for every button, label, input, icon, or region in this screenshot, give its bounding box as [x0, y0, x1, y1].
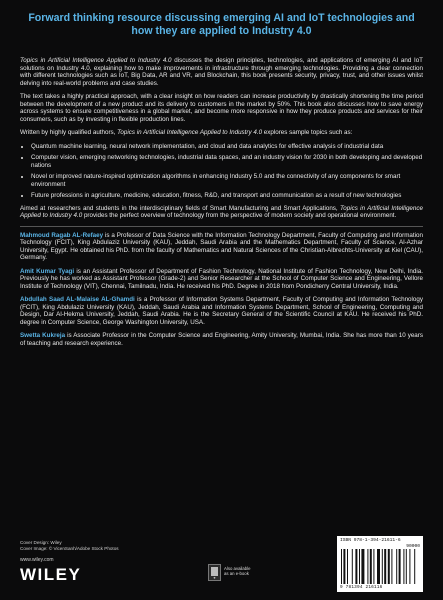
isbn-number: ISBN 978-1-394-21611-6: [340, 538, 401, 543]
cover-design-credit: Cover Design: Wiley: [20, 540, 62, 545]
list-item: • Computer vision, emerging networking technologies, industrial data spaces, and an industry vision for 2030 in both developing and developed nations: [31, 154, 423, 169]
audience-paragraph: Aimed at researchers and students in the interdisciplinary fields of Smart Manufacturing and Smart Applications, Topics in Artificial Intelligence Applied to Industry 4.0 provides the perfect overview of technology from the perspective of modern society and operational environment.: [20, 204, 423, 219]
price-code: 90000: [406, 544, 420, 549]
isbn-barcode: [337, 536, 423, 592]
publisher-website[interactable]: www.wiley.com: [20, 557, 54, 563]
author-name: Swetta Kukreja: [20, 332, 66, 339]
book-title: Topics in Artificial Intelligence Applied to Industry 4.0: [117, 129, 263, 136]
author-bio: Abdullah Saad AL-Malaise AL-Ghamdi is a Professor of Information Systems Department, Faculty of Computing and Information Technology (FCIT), King Abdulaziz University (KAU), Jeddah, Saudi Arabia and Information Systems Department, School of Engineering, Computing and Design, Dar Al-Hekma University, Jeddah, Saudi Arabia. He is the Secretary General of the Scientific Council at KAU. He received his PhD. degree in Computer Science, George Washington University, USA.: [20, 296, 424, 326]
divider: [20, 226, 423, 227]
headline: Forward thinking resource discussing emerging AI and IoT technologies and how they are applied to Industry 4.0: [28, 12, 415, 37]
intro-paragraph: Topics in Artificial Intelligence Applied to Industry 4.0 discusses the design principles, technologies, and applications of emerging AI and IoT solutions on Industry 4.0, explaining how to make improvements in infrastructure through emerging technologies. Providing a clear connection with different technologies such as IoT, Big Data, AR and VR, and Blockchain, this book presents security, privacy, trust, and other issues whilst delving into real-world problems and case studies.: [20, 57, 424, 87]
list-item: • Quantum machine learning, neural network implementation, and cloud and data analytics for effective analysis of industrial data: [31, 143, 423, 151]
book-title: Topics in Artificial Intelligence Applied to Industry 4.0: [20, 204, 423, 219]
body-text: [20, 57, 423, 353]
author-bio: Mahmoud Ragab AL-Refaey is a Professor of Data Science with the Information Technology Department, Faculty of Computing and Information Technology (FCIT), King Abdulaziz University (KAU), Jeddah, Saudi Arabia and the Mathematics Department, Faculty of Science, Al-Azhar University, Egypt. He obtained his PhD. from the faculty of Mathematics and Natural Sciences of the Christian-Albrechts-University at Kiel (CAU), Germany.: [20, 231, 423, 261]
barcode-bars: [341, 549, 419, 584]
ebook-note: Also available as an e-book: [224, 566, 251, 577]
publisher-logo: WILEY: [20, 565, 82, 584]
topics-intro-paragraph: Written by highly qualified authors, Topics in Artificial Intelligence Applied to Industry 4.0 explores sample topics such as:: [20, 129, 353, 136]
author-name: Mahmoud Ragab AL-Refaey: [20, 231, 104, 239]
book-title: Topics in Artificial Intelligence Applied to Industry 4.0: [20, 57, 172, 64]
author-name: Abdullah Saad AL-Malaise AL-Ghamdi: [20, 296, 135, 303]
list-item: • Future professions in agriculture, medicine, education, fitness, R&D, and transport and communication as a result of new technologies: [31, 192, 423, 200]
cover-credits: [20, 540, 119, 552]
barcode-digits: 9 781394 216116: [340, 585, 383, 590]
cover-image-credit: Cover Image: © VicenSanh/Adobe Stock Photos: [20, 546, 119, 551]
practical-paragraph: The text takes a highly practical approach, with a clear insight on how readers can increase productivity by drastically shortening the time period between the development of a new product and its delivery to customers in the market by 50%. This book also discusses how to save energy across systems to ensure competitiveness in a global market, and become more responsive in how they produce products and services for their consumers, such as by investing in flexible production lines.: [20, 93, 423, 123]
author-bio: Swetta Kukreja is Associate Professor in the Computer Science and Engineering, Amity University, Mumbai, India. She has more than 10 years of teaching and research experience.: [20, 332, 423, 347]
ebook-icon: [208, 564, 221, 581]
list-item: • Novel or improved nature-inspired optimization algorithms in enhancing Industry 5.0 and the connectivity of any components for smart environment: [31, 173, 423, 188]
author-name: Amit Kumar Tyagi: [20, 267, 75, 275]
topics-list: [20, 143, 423, 200]
author-bio: Amit Kumar Tyagi is an Assistant Professor of Department of Fashion Technology, National Institute of Fashion Technology, New Delhi, India. Previously he has worked as Assistant Professor (Grade-2) and Senior Researcher at the School of Computer Science and Engineering, Vellore Institute of Technology (VIT), Chennai, Tamilnadu, India. He received his PhD. Degree in 2018 from Pondicherry Central University, India.: [20, 267, 423, 290]
